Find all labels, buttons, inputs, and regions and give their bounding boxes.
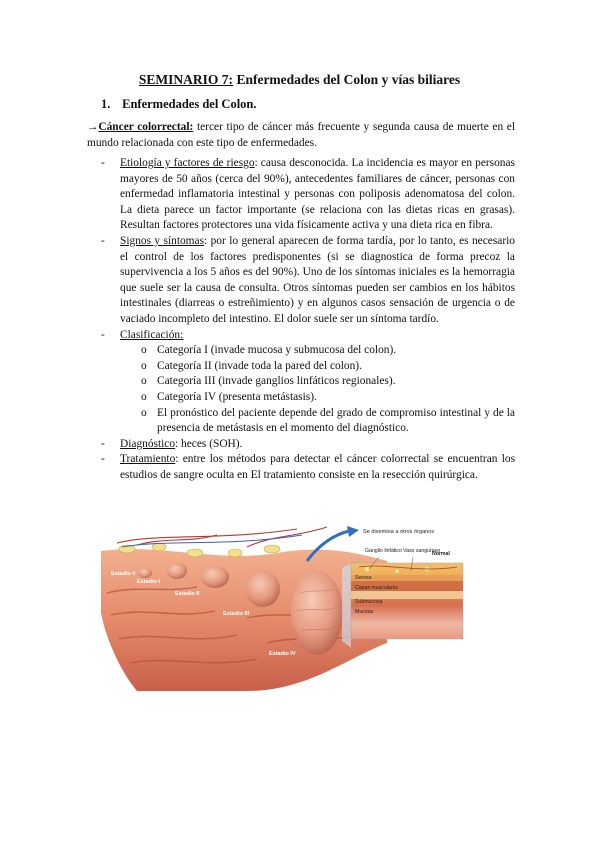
label-mucosa: Mucosa xyxy=(355,609,374,615)
label-estadio-2: Estadio II xyxy=(175,591,200,597)
label-capas: Capas musculares xyxy=(355,585,398,591)
list-item-clasificacion: - Clasificación: xyxy=(101,328,184,341)
list-item-tratamiento: - Tratamiento: entre los métodos para detectar el cáncer colorrectal se encuentran los estudios de sangre oculta en El tratamiento consiste en la resección quirúrgica. xyxy=(101,453,515,481)
section-heading xyxy=(101,97,257,112)
label-estadio-3: Estadio III xyxy=(223,611,249,617)
item-label: Signos y síntomas xyxy=(120,234,205,247)
subitem: o Categoría III (invade ganglios linfáticos regionales). xyxy=(141,375,396,388)
page-title xyxy=(0,72,599,88)
intro-paragraph xyxy=(87,120,515,151)
item-text: : entre los métodos para detectar el cáncer colorrectal se encuentran los estudios de sangre oculta en El tratamiento consiste en la resección quirúrgica. xyxy=(120,453,515,481)
section-heading-text: Enfermedades del Colon. xyxy=(122,97,257,111)
subitem: o El pronóstico del paciente depende del grado de compromiso intestinal y de la presencia de metástasis en el momento del diagnóstico. xyxy=(141,406,515,435)
tumor-stage-0 xyxy=(138,568,152,578)
label-vaso: Vaso sanguíneo xyxy=(403,548,441,554)
label-ganglio: Ganglio linfático xyxy=(365,548,402,554)
item-text: : por lo general aparecen de forma tardía, por lo tanto, es necesario el control de los factores predisponentes (si se diagnostica de forma precoz la supervivencia a los 5 años es del 90%). Uno de los síntomas iniciales es la hemorragia que suele ser la causa de consulta. Otros síntomas pueden ser cambios en los hábitos intestinales (diarreas o estreñimiento) y en algunos casos sensación de urgencia o de vaciado incompleto del intestino. El dolor suele ser un síntoma tardío. xyxy=(120,234,515,325)
spread-label: Se disemina a otros órganos xyxy=(363,529,435,535)
subitem: o Categoría I (invade mucosa y submucosa del colon). xyxy=(141,344,397,357)
arrow-head-icon xyxy=(347,526,359,537)
label-estadio-0: Estadio 0 xyxy=(111,571,136,577)
item-label: Tratamiento xyxy=(120,453,176,466)
label-serosa: Serosa xyxy=(355,575,372,581)
subitem: o Categoría II (invade toda la pared del colon). xyxy=(141,359,362,372)
list-item-etiologia: - Etiología y factores de riesgo: causa desconocida. La incidencia es mayor en personas mayores de 50 años (cerca del 90%), antecedentes familiares de cáncer, personas con enfermedad inflamatoria intestinal y personas con poliposis adenomatosa del colon. La dieta parece un factor importante (se relaciona con las dietas ricas en grasas). Resultan factores protectores una vida físicamente activa y una dieta rica en fibra. xyxy=(101,157,515,232)
list-item-signos: - Signos y síntomas: por lo general aparecen de forma tardía, por lo tanto, es necesario el control de los factores predisponentes (si se diagnostica de forma precoz la supervivencia a los 5 años es del 90%). Uno de los síntomas iniciales es la hemorragia que suele ser la causa de consulta. Otros síntomas pueden ser cambios en los hábitos intestinales (diarreas o estreñimiento) y en algunos casos sensación de urgencia o de vaciado incompleto del intestino. El dolor suele ser un síntoma tardío. xyxy=(101,234,515,325)
label-normal: Normal xyxy=(432,551,450,557)
item-label: Etiología y factores de riesgo xyxy=(120,157,255,169)
tumor-stage-3 xyxy=(246,571,280,607)
tumor-stage-2 xyxy=(201,566,229,588)
intro-lead: Cáncer colorrectal: xyxy=(98,121,194,133)
item-text: : heces (SOH). xyxy=(175,437,243,450)
subitem: o Categoría IV (presenta metástasis). xyxy=(141,390,317,403)
title-prefix: SEMINARIO 7: xyxy=(138,72,234,87)
item-label: Clasificación: xyxy=(120,328,184,341)
list-item-diagnostico: - Diagnóstico: heces (SOH). xyxy=(101,437,243,450)
intro-text: tercer tipo de cáncer más frecuente y segunda causa de muerte en el mundo relacionada con este tipo de enfermedades. xyxy=(87,121,516,149)
label-estadio-1: Estadio I xyxy=(137,579,160,585)
item-label: Diagnóstico xyxy=(120,437,176,450)
item-list xyxy=(87,156,515,483)
colon-cancer-stages-illustration xyxy=(97,523,492,691)
item-text: : causa desconocida. La incidencia es mayor en personas mayores de 50 años (cerca del 90%), antecedentes familiares de cáncer, personas con enfermedad inflamatoria intestinal y personas con poliposis adenomatosa del colon. La dieta parece un factor importante (se relaciona con las dietas ricas en grasas). Resultan factores protectores una vida físicamente activa y una dieta rica en fibra. xyxy=(120,157,515,232)
tumor-stage-1 xyxy=(167,563,187,579)
tumor-stage-4 xyxy=(291,571,343,655)
arrow-icon: → xyxy=(87,121,99,133)
section-number: 1. xyxy=(101,97,111,111)
label-submucosa: Submucosa xyxy=(355,599,383,605)
label-estadio-4: Estadio IV xyxy=(269,651,296,657)
title-rest: Enfermedades del Colon y vías biliares xyxy=(233,72,461,87)
